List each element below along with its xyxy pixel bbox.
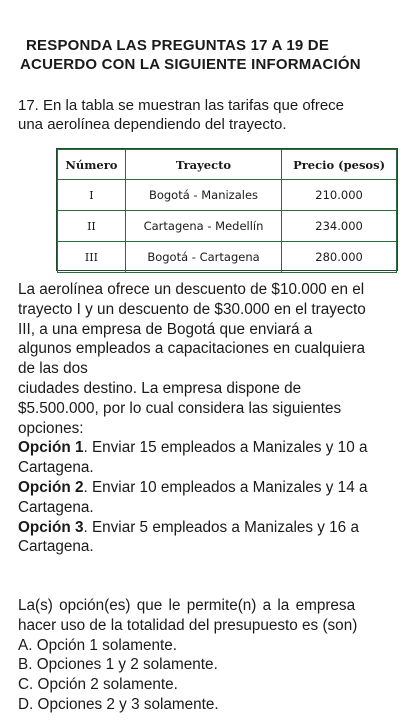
option-text: . Enviar 5 empleados a Manizales y 16 a [83,518,359,536]
paragraph-line: opciones: [18,419,84,437]
paragraph-line: ciudades destino. La empresa dispone de [18,379,302,397]
option-text: . Enviar 15 empleados a Manizales y 10 a [83,439,368,457]
header-line-2: ACUERDO CON LA SIGUIENTE INFORMACIÓN [20,56,361,73]
paragraph-line: algunos empleados a capacitaciones en cualquiera [18,340,365,358]
answer-block [18,596,413,715]
answer-choice-c: C. Opción 2 solamente. [18,676,178,694]
row-route: Bogotá - Cartagena [125,242,281,273]
prompt-line-1: La(s) opción(es) que le permite(n) a la empresa [18,597,356,614]
prompt-line-2: hacer uso de la totalidad del presupuesto es (son) [18,616,358,634]
row-route: Bogotá - Manizales [125,180,281,211]
option-label: Opción 3 [18,518,84,536]
paragraph-line: trayecto I y un descuento de $30.000 en el trayecto [18,300,366,318]
question-statement [18,96,410,134]
table-header-row [58,150,397,180]
row-route: Cartagena - Medellín [125,211,281,242]
row-price: 234.000 [282,211,397,242]
row-price: 210.000 [282,180,397,211]
paragraph-line: La aerolínea ofrece un descuento de $10.000 en el [18,281,365,298]
option-2-continued: Cartagena. [18,498,94,516]
option-2 [18,478,413,498]
column-header-number: Número [58,150,126,180]
option-3-continued: Cartagena. [18,538,94,556]
table-row [58,242,397,273]
paragraph-line: III, a una empresa de Bogotá que enviará a [18,320,313,338]
row-price: 280.000 [282,242,397,273]
table-row [58,180,397,211]
question-line-1: 17. En la tabla se muestran las tarifas que ofrece [18,97,345,114]
header-line-1: RESPONDA LAS PREGUNTAS 17 A 19 DE [26,37,330,54]
answer-choice-b: B. Opciones 1 y 2 solamente. [18,656,218,674]
option-label: Opción 1 [18,439,84,457]
fares-table [56,148,398,271]
column-header-price: Precio (pesos) [282,150,397,180]
paragraph-line: de las dos [18,360,88,378]
row-number: I [58,180,126,211]
option-3 [18,518,413,538]
section-header [20,36,410,74]
context-paragraph [18,280,413,557]
table-row [58,211,397,242]
option-label: Opción 2 [18,478,84,496]
option-text: . Enviar 10 empleados a Manizales y 14 a [83,478,368,496]
option-1-continued: Cartagena. [18,459,94,477]
answer-choice-a: A. Opción 1 solamente. [18,636,178,654]
column-header-route: Trayecto [125,150,281,180]
row-number: III [58,242,126,273]
question-line-2: una aerolínea dependiendo del trayecto. [18,116,287,133]
row-number: II [58,211,126,242]
answer-choice-d: D. Opciones 2 y 3 solamente. [18,695,219,713]
paragraph-line: $5.500.000, por lo cual considera las siguientes [18,399,342,417]
option-1 [18,438,413,458]
